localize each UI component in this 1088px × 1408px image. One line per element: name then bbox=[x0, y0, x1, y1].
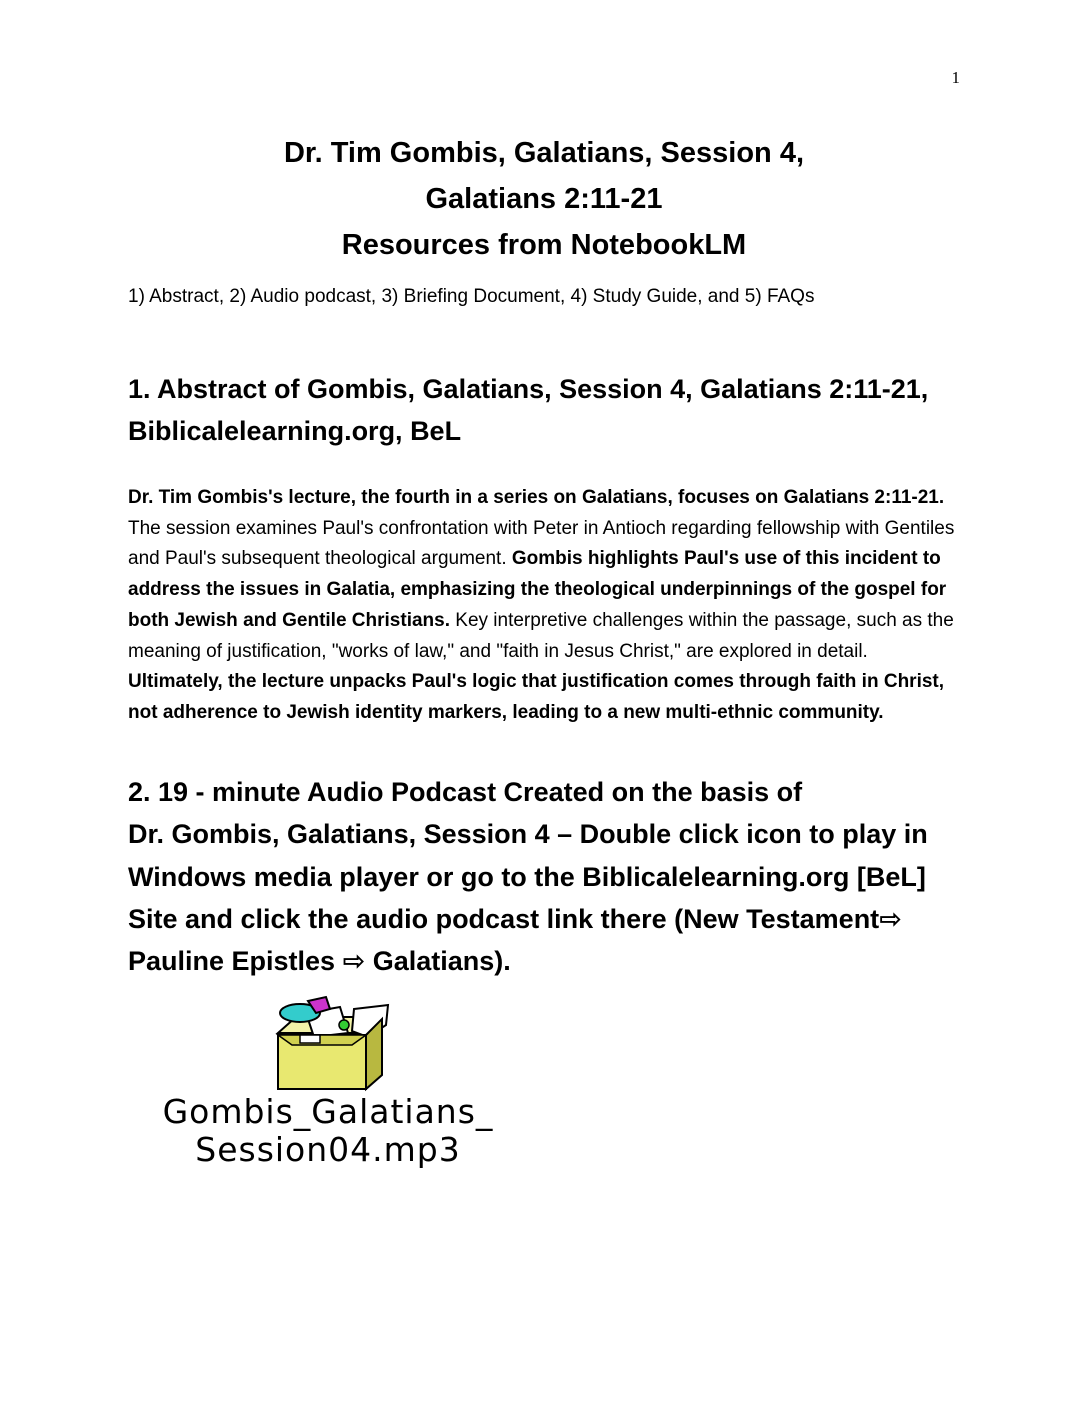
title-line-3: Resources from NotebookLM bbox=[341, 229, 747, 261]
podcast-heading-line-2: Dr. Gombis, Galatians, Session 4 – Double click icon to play in bbox=[128, 819, 928, 850]
podcast-heading-line-3: Windows media player or go to the Biblicalelearning.org [BeL] bbox=[128, 861, 926, 892]
page-number: 1 bbox=[951, 68, 960, 87]
podcast-heading-line-5-text-a: Pauline Epistles bbox=[128, 946, 343, 977]
audio-filename-line-1: Gombis_Galatians_ bbox=[162, 1092, 494, 1131]
podcast-heading bbox=[128, 771, 968, 982]
podcast-heading-line-5 bbox=[128, 940, 968, 982]
document-title bbox=[0, 130, 1088, 268]
resources-list: 1) Abstract, 2) Audio podcast, 3) Briefing Document, 4) Study Guide, and 5) FAQs bbox=[128, 286, 815, 307]
package-icon[interactable] bbox=[270, 995, 394, 1093]
title-line-2: Galatians 2:11-21 bbox=[425, 183, 663, 215]
abstract-bold-3: Ultimately, the lecture unpacks Paul's logic that justification comes through faith in Christ, not adherence to Jewish identity markers, leading to a new multi-ethnic community. bbox=[128, 671, 945, 723]
abstract-paragraph bbox=[128, 483, 963, 729]
podcast-heading-line-4-text: Site and click the audio podcast link there (New Testament bbox=[128, 903, 880, 934]
audio-filename-line-2: Session04.mp3 bbox=[195, 1130, 461, 1169]
title-line-1: Dr. Tim Gombis, Galatians, Session 4, bbox=[283, 137, 805, 169]
abstract-text-1: The session examines Paul's confrontation with Peter in Antioch regarding fellowship with Gentiles and Paul's subsequent theological argument. bbox=[128, 517, 955, 570]
podcast-heading-line-4 bbox=[128, 898, 968, 940]
abstract-heading: 1. Abstract of Gombis, Galatians, Session 4, Galatians 2:11-21, Biblicalelearning.org, BeL bbox=[128, 374, 929, 446]
abstract-text-2: Key interpretive challenges within the passage, such as the meaning of justification, "works of law," and "faith in Jesus Christ," are explored in detail. bbox=[128, 609, 954, 662]
right-arrow-icon: ⇨ bbox=[879, 903, 902, 934]
abstract-bold-1: Dr. Tim Gombis's lecture, the fourth in a series on Galatians, focuses on Galatians 2:11-21. bbox=[128, 487, 945, 508]
audio-filename[interactable] bbox=[128, 1093, 528, 1169]
podcast-heading-line-1: 2. 19 - minute Audio Podcast Created on the basis of bbox=[128, 777, 803, 807]
right-arrow-icon: ⇨ bbox=[342, 946, 366, 977]
podcast-heading-line-5-text-b: Galatians). bbox=[365, 946, 511, 977]
abstract-bold-2: Gombis highlights Paul's use of this incident to address the issues in Galatia, emphasizing the theological underpinnings of the gospel for both Jewish and Gentile Christians. bbox=[128, 548, 947, 631]
